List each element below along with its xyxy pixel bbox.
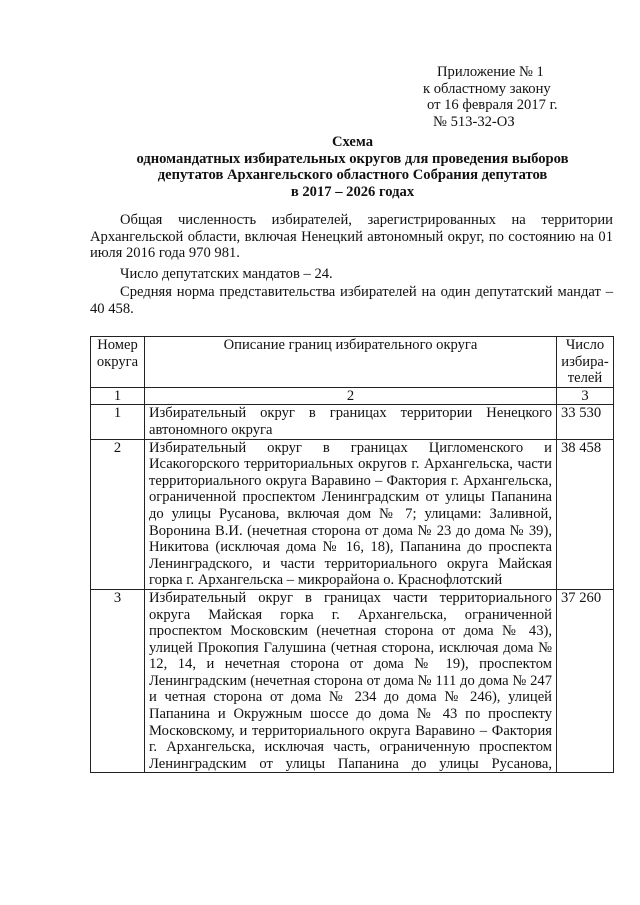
- appendix-title: Приложение № 1: [437, 64, 544, 80]
- table-header-row: [91, 337, 614, 388]
- title-line-2: одномандатных избирательных округов для проведения выборов: [136, 150, 569, 167]
- district-number: 3: [91, 589, 145, 773]
- header-description: Описание границ избирательного округа: [145, 337, 557, 388]
- table-row: [91, 439, 614, 589]
- district-number: 2: [91, 439, 145, 589]
- intro-voters-text: Общая численность избирателей, зарегистрированных на территории Архангельской области, включая Ненецкий автономный округ, по состоянию на 01 июля 2016 года 970 981.: [90, 212, 613, 262]
- table-index-row: [91, 387, 614, 405]
- intro-voters-total: [90, 212, 613, 262]
- intro-norm: [90, 284, 613, 317]
- index-cell: 3: [557, 387, 614, 405]
- appendix-date: от 16 февраля 2017 г.: [427, 97, 558, 114]
- title-line-4: в 2017 – 2026 годах: [290, 183, 415, 200]
- district-description: Избирательный округ в границах Цигломенского и Исакогорского территориальных округов г. Архангельска, части территориального округа Варавино – Фактория г. Архангельска, ограниченной проспектом Ленинградским от улицы Папанина до улицы Русанова, включая дом № 7; улицами: Заливной, Воронина В.И. (нечетная сторона от дома № 23 до дома № 39), Никитова (исключая дома № 16, 18), Папанина до проспекта Ленинградского, и части территориального округа Майская горка г. Архангельска – микрорайона о. Краснофлотский: [145, 439, 557, 589]
- index-cell: 1: [91, 387, 145, 405]
- intro-mandates-text: Число депутатских мандатов – 24.: [120, 266, 333, 282]
- title-line-1: Схема: [331, 134, 374, 150]
- district-number: 1: [91, 405, 145, 439]
- header-number: Номер округа: [91, 337, 145, 388]
- table-row: [91, 405, 614, 439]
- district-description: Избирательный округ в границах территории Ненецкого автономного округа: [145, 405, 557, 439]
- table-row: [91, 589, 614, 773]
- district-description: Избирательный округ в границах части территориального округа Майская горка г. Архангельска, ограниченной проспектом Московским (нечетная сторона от дома № 43), улицей Прокопия Галушина (четная сторона, исключая дома № 12, 14, и нечетная сторона от дома № 19), проспектом Ленинградским (нечетная сторона от дома № 111 до дома № 247 и четная сторона от дома № 234 до дома № 246), улицей Папанина и Окружным шоссе до дома № 43 по проспекту Московскому, и территориального округа Варавино – Фактория г. Архангельска, исключая часть, ограниченную проспектом Ленинградским от улицы Папанина до улицы Русанова,: [145, 589, 557, 773]
- intro-norm-text: Средняя норма представительства избирателей на один депутатский мандат – 40 458.: [90, 284, 613, 317]
- district-voters: 38 458: [557, 439, 614, 589]
- appendix-number: № 513-32-ОЗ: [433, 113, 515, 130]
- district-voters: 37 260: [557, 589, 614, 773]
- districts-table: [90, 336, 614, 773]
- appendix-block: [423, 64, 613, 130]
- title-line-3: депутатов Архангельского областного Собрания депутатов: [157, 167, 548, 184]
- index-cell: 2: [145, 387, 557, 405]
- appendix-law-ref: к областному закону: [423, 80, 551, 97]
- document-title: [90, 134, 615, 200]
- district-voters: 33 530: [557, 405, 614, 439]
- intro-mandates: [90, 266, 613, 283]
- header-voters: Число избира-телей: [557, 337, 614, 388]
